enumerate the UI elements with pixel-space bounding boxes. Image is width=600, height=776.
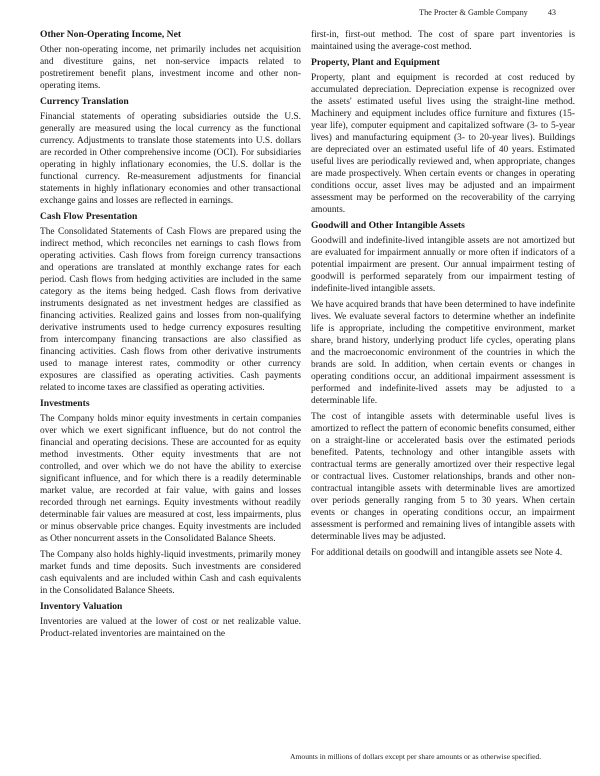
heading-investments: Investments xyxy=(40,398,90,409)
heading-property-plant-equipment: Property, Plant and Equipment xyxy=(311,57,440,68)
paragraph: For additional details on goodwill and intangible assets see Note 4. xyxy=(311,548,563,558)
paragraph: Other non-operating income, net primarily includes net acquisition and divestiture gains, net non-service impacts related to postretirement benefit plans, investment income and other non-operating items. xyxy=(40,45,301,91)
right-column xyxy=(311,29,575,563)
paragraph: The Consolidated Statements of Cash Flows are prepared using the indirect method, which reconciles net earnings to cash flows from operating activities. Cash flows from foreign currency transactions and operations are translated at monthly exchange rates for each period. Cash flows from hedging activities are included in the same category as the items being hedged. Cash flows from derivative instruments designated as net investment hedges are classified as financing activities. Realized gains and losses from non-qualifying derivative instruments used to hedge currency exposures resulting from intercompany financing transactions are also classified as financing activities. Cash flows from other derivative instruments used to manage interest rates, commodity or other currency exposures are classified as operating activities. Cash payments related to income taxes are classified as operating activities. xyxy=(40,227,301,393)
paragraph: Financial statements of operating subsidiaries outside the U.S. generally are measured using the local currency as the functional currency. Adjustments to translate those statements into U.S. dollars are recorded in Other comprehensive income (OCI). For subsidiaries operating in highly inflationary economies, the U.S. dollar is the functional currency. Re-measurement adjustments for financial statements in highly inflationary economies and other transactional exchange gains and losses are reflected in earnings. xyxy=(40,112,301,206)
paragraph: Goodwill and indefinite-lived intangible assets are not amortized but are evaluated for impairment annually or more often if indicators of a potential impairment are present. Our annual impairment testing of goodwill is performed separately from our impairment testing of indefinite-lived intangible assets. xyxy=(311,236,575,294)
page-number: 43 xyxy=(547,8,556,17)
page-header xyxy=(419,8,556,17)
paragraph: Property, plant and equipment is recorded at cost reduced by accumulated depreciation. Depreciation expense is recognized over the assets' estimated useful lives using the straight-line method. Machinery and equipment includes office furniture and fixtures (15-year life), computer equipment and capitalized software (3- to 5-year lives) and manufacturing equipment (3- to 20-year lives). Buildings are depreciated over an estimated useful life of 40 years. Estimated useful lives are periodically reviewed and, when appropriate, changes are made prospectively. When certain events or changes in operating conditions occur, asset lives may be adjusted and an impairment assessment may be performed on the recoverability of the carrying amounts. xyxy=(311,73,575,215)
heading-inventory-valuation: Inventory Valuation xyxy=(40,601,123,612)
paragraph: We have acquired brands that have been determined to have indefinite lives. We evaluate several factors to determine whether an indefinite life is appropriate, including the competitive environment, market share, brand history, underlying product life cycles, operating plans and the macroeconomic environment of the countries in which the brands are sold. In addition, when certain events or changes in operating conditions occur, an additional impairment assessment is performed and indefinite-lived assets may be adjusted to a determinable life. xyxy=(311,300,575,406)
heading-cash-flow-presentation: Cash Flow Presentation xyxy=(40,211,138,222)
continuation-paragraph: first-in, first-out method. The cost of spare part inventories is maintained using the average-cost method. xyxy=(311,30,575,52)
company-name: The Procter & Gamble Company xyxy=(419,8,528,17)
page-footer: Amounts in millions of dollars except per share amounts or as otherwise specified. xyxy=(290,752,542,761)
paragraph: The cost of intangible assets with determinable useful lives is amortized to reflect the pattern of economic benefits consumed, either on a straight-line or accelerated basis over the estimated periods benefited. Patents, technology and other intangible assets with contractual terms are generally amortized over their respective legal or contractual lives. Customer relationships, brands and other non-contractual intangible assets with determinable lives are amortized over periods generally ranging from 5 to 30 years. When certain events or changes in operating conditions occur, an impairment assessment is performed and remaining lives of intangible assets with determinable lives may be adjusted. xyxy=(311,412,575,542)
paragraph: The Company holds minor equity investments in certain companies over which we exert significant influence, but do not control the financial and operating decisions. These are accounted for as equity method investments. Other equity investments that are not controlled, and over which we do not have the ability to exercise significant influence, and for which there is a readily determinable market value, are recorded at fair value, with gains and losses recorded through net earnings. Equity investments without readily determinable fair values are measured at cost, less impairments, plus or minus observable price changes. Equity investments are included as Other noncurrent assets in the Consolidated Balance Sheets. xyxy=(40,414,301,544)
heading-goodwill-intangibles: Goodwill and Other Intangible Assets xyxy=(311,220,465,231)
heading-other-non-operating-income: Other Non-Operating Income, Net xyxy=(40,29,182,40)
paragraph: The Company also holds highly-liquid investments, primarily money market funds and time deposits. Such investments are considered cash equivalents and are included within Cash and cash equivalents in the Consolidated Balance Sheets. xyxy=(40,550,301,596)
heading-currency-translation: Currency Translation xyxy=(40,96,129,107)
paragraph: Inventories are valued at the lower of cost or net realizable value. Product-related inventories are maintained on the xyxy=(40,617,301,639)
left-column xyxy=(40,29,301,644)
